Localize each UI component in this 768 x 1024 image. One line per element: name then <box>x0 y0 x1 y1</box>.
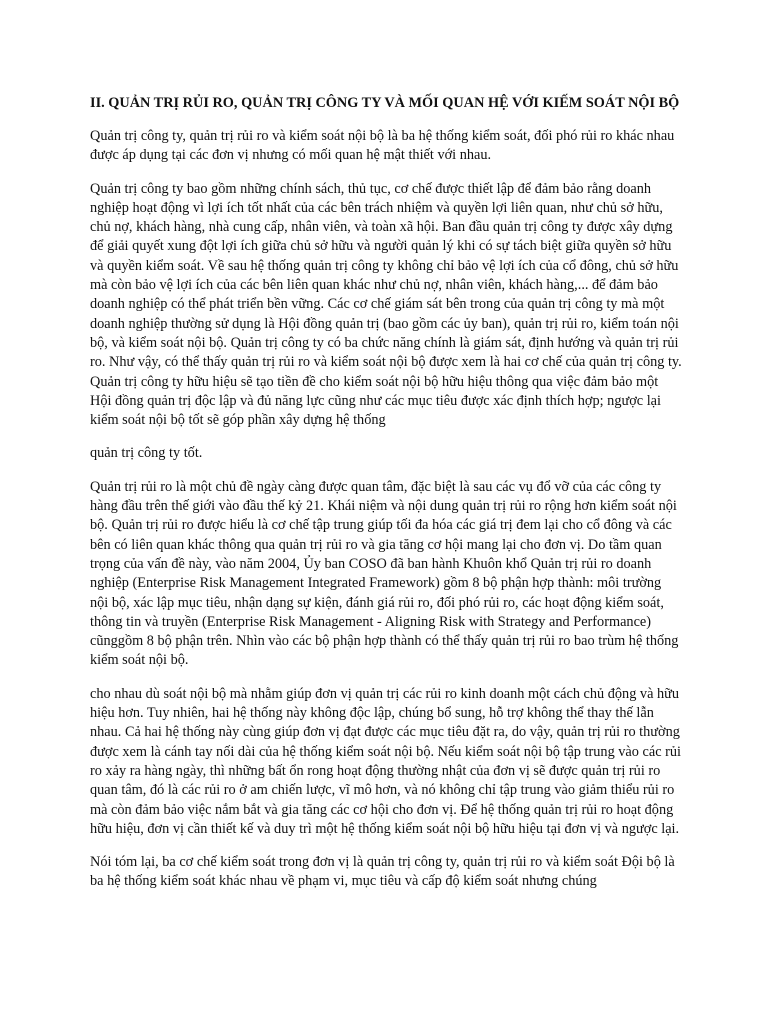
paragraph-intro: Quản trị công ty, quản trị rủi ro và kiểm soát nội bộ là ba hệ thống kiểm soát, đối phó rủi ro khác nhau được áp dụng tại các đơn vị nhưng có mối quan hệ mật thiết với nhau. <box>90 128 675 164</box>
paragraph-continuation: quản trị công ty tốt. <box>90 445 203 462</box>
paragraph-conclusion: Nói tóm lại, ba cơ chế kiểm soát trong đơn vị là quản trị công ty, quản trị rủi ro và kiểm soát Đội bộ là ba hệ thống kiểm soát khác nhau về phạm vi, mục tiêu và cấp độ kiểm soát nhưng chúng <box>90 854 675 890</box>
paragraph-complementary-systems: cho nhau dù soát nội bộ mà nhằm giúp đơn vị quản trị các rủi ro kinh doanh một cách chủ động và hữu hiệu hơn. Tuy nhiên, hai hệ thống này không độc lập, chúng bổ sung, hỗ trợ không thể thay thế lẫn nhau. Cả hai hệ thống này cùng giúp đơn vị đạt được các mục tiêu đặt ra, do vậy, quản trị rủi ro thường được xem là cánh tay nối dài của hệ thống kiểm soát nội bộ. Nếu kiểm soát nội bộ tập trung vào các rủi ro xảy ra hàng ngày, thì những bất ổn rong hoạt động thường nhật của đơn vị sẽ được quản trị rủi ro quan tâm, đó là các rủi ro ở am chiến lược, vĩ mô hơn, và nó không chỉ tập trung vào giảm thiểu rủi ro mà còn đảm bảo việc nắm bắt và gia tăng các cơ hội cho đơn vị. Để hệ thống quản trị rủi ro hoạt động hữu hiệu, đơn vị cần thiết kế và duy trì một hệ thống kiểm soát nội bộ hữu hiệu tại đơn vị và ngược lại. <box>90 685 681 837</box>
document-body <box>90 94 682 906</box>
section-heading: II. QUẢN TRỊ RỦI RO, QUẢN TRỊ CÔNG TY VÀ MỐI QUAN HỆ VỚI KIẾM SOÁT NỘI BỘ <box>90 95 680 111</box>
paragraph-corporate-governance: Quản trị công ty bao gồm những chính sách, thủ tục, cơ chế được thiết lập để đảm bảo rằng doanh nghiệp hoạt động vì lợi ích tốt nhất của các bên trách nhiệm và quyền lợi liên quan, như chủ sở hữu, chủ nợ, khách hàng, nhà cung cấp, nhân viên, và toàn xã hội. Ban đầu quản trị công ty được xây dựng để giải quyết xung đột lợi ích giữa chủ sở hữu và người quản lý khi có sự tách biệt giữa quyền sở hữu và quyền kiểm soát. Về sau hệ thống quản trị công ty không chỉ bảo vệ lợi ích của cổ đông, chủ sở hữu mà còn bảo vệ lợi ích của các bên liên quan khác như chủ nợ, nhân viên, khách hàng,... để đảm bảo doanh nghiệp có thể phát triển bền vững. Các cơ chế giám sát bên trong của quản trị công ty mà một doanh nghiệp thường sử dụng là Hội đồng quản trị (bao gồm các ủy ban), quản trị rủi ro, kiểm toán nội bộ, và kiểm soát nội bộ. Quản trị công ty có ba chức năng chính là giám sát, định hướng và quản trị rủi ro. Như vậy, có thể thấy quản trị rủi ro và kiểm soát nội bộ được xem là hai cơ chế của quản trị công ty. Quản trị công ty hữu hiệu sẽ tạo tiền đề cho kiểm soát nội bộ hữu hiệu thông qua việc đảm bảo một Hội đồng quản trị độc lập và đủ năng lực cũng như các mục tiêu được xác định thích hợp; ngược lại kiểm soát nội bộ tốt sẽ góp phần xây dựng hệ thống <box>90 180 682 429</box>
paragraph-risk-management: Quản trị rủi ro là một chủ đề ngày càng được quan tâm, đặc biệt là sau các vụ đổ vỡ của các công ty hàng đầu trên thế giới vào đầu thế kỷ 21. Khái niệm và nội dung quản trị rủi ro rộng hơn kiểm soát nội bộ. Quản trị rủi ro được hiểu là cơ chế tập trung giúp tối đa hóa các giá trị đem lại cho cổ đông và các bên có liên quan khác thông qua quản trị rủi ro và gia tăng cơ hội mang lại cho đơn vị. Do tầm quan trọng của vấn đề này, vào năm 2004, Ủy ban COSO đã ban hành Khuôn khổ Quản trị rủi ro doanh nghiệp (Enterprise Risk Management Integrated Framework) gồm 8 bộ phận hợp thành: môi trường nội bộ, xác lập mục tiêu, nhận dạng sự kiện, đánh giá rủi ro, đối phó rủi ro, các hoạt động kiểm soát, thông tin và truyền (Enterprise Risk Management - Aligning Risk with Strategy and Performance) cũnggồm 8 bộ phận trên. Nhìn vào các bộ phận hợp thành có thể thấy quản trị rủi ro bao trùm hệ thống kiểm soát nội bộ. <box>90 478 679 669</box>
